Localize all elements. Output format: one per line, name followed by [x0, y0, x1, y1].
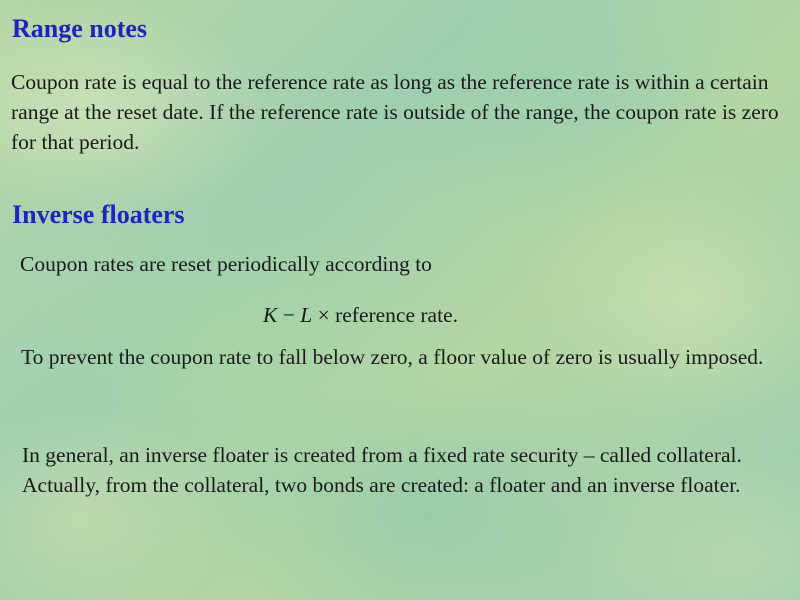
- formula-l: L: [300, 303, 313, 327]
- range-notes-heading: Range notes: [12, 14, 148, 43]
- formula-rest: × reference rate.: [317, 303, 458, 327]
- range-notes-description: Coupon rate is equal to the reference rate as long as the reference rate is within a certain range at the reset date. If the reference rate is outside of the range, the coupon rate is zero for that period.: [11, 70, 779, 154]
- collateral-note: In general, an inverse floater is created from a fixed rate security – called collateral. Actually, from the collateral, two bonds are created: a floater and an inverse floater.: [22, 443, 742, 497]
- formula-minus: −: [282, 303, 295, 327]
- coupon-rate-formula: [263, 300, 458, 330]
- inverse-floaters-intro: Coupon rates are reset periodically according to: [20, 252, 432, 276]
- inverse-floaters-heading: Inverse floaters: [12, 200, 185, 229]
- floor-note: To prevent the coupon rate to fall below zero, a floor value of zero is usually imposed.: [21, 345, 764, 369]
- formula-k: K: [263, 303, 278, 327]
